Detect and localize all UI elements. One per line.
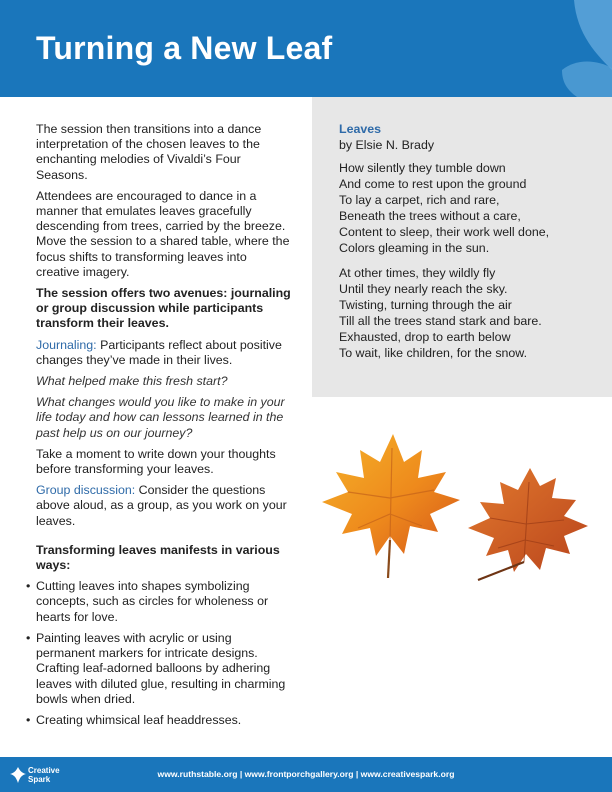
poem-line: Twisting, turning through the air (339, 298, 512, 312)
poem-line: Until they nearly reach the sky. (339, 282, 508, 296)
poem-title: Leaves (339, 122, 382, 136)
logo-line-1: Creative (28, 766, 60, 775)
autumn-leaves-image (318, 428, 598, 598)
ways-heading: Transforming leaves manifests in various ways: (36, 542, 280, 573)
intro-paragraph: The session then transitions into a dance interpretation of the chosen leaves to the enchanting melodies of Vivaldi’s Four Seasons. (36, 122, 262, 182)
poem-line: Colors gleaming in the sun. (339, 241, 490, 255)
list-item: • Painting leaves with acrylic or using permanent markers for intricate designs. Crafting leaf-adorned balloons by adhering leaves with diluted glue, resulting in charming bowls when dried. (4, 631, 292, 707)
poem-line: To wait, like children, for the snow. (339, 346, 528, 360)
journaling-text: Participants reflect about positive changes they’ve made in their lives. (36, 337, 282, 367)
dance-paragraph: Attendees are encouraged to dance in a manner that emulates leaves gracefully descending from trees, carried by the breeze. Move the session to a shared table, where the focus shifts to transforming leaves into creative imagery. (36, 188, 290, 279)
orange-maple-leaf-icon (322, 434, 460, 578)
footer-links[interactable]: www.ruthstable.org | www.frontporchgallery.org | www.creativespark.org (157, 769, 455, 779)
journaling-paragraph (36, 338, 292, 368)
poem-line: Till all the trees stand stark and bare. (339, 314, 542, 328)
spark-logo-icon (522, 0, 612, 97)
poem-box (312, 97, 612, 397)
poem-line: To lay a carpet, rich and rare, (339, 193, 500, 207)
poem-line: How silently they tumble down (339, 161, 506, 175)
group-text: Consider the questions above aloud, as a group, as you work on your leaves. (36, 483, 287, 528)
poem-line: And come to rest upon the ground (339, 177, 527, 191)
question-2: What changes would you like to make in your life today and how can lessons learned in the past help us on our journey? (36, 395, 285, 440)
poem-stanza-1 (339, 160, 588, 256)
poem-line: Exhausted, drop to earth below (339, 330, 511, 344)
list-item: • Creating whimsical leaf headdresses. (4, 713, 292, 728)
main-text-column (36, 122, 292, 734)
logo-line-2: Spark (28, 774, 51, 784)
group-paragraph (36, 483, 292, 529)
group-label: Group discussion: (36, 483, 136, 498)
header-banner (0, 0, 612, 97)
write-down-paragraph: Take a moment to write down your thoughts before transforming your leaves. (36, 446, 276, 477)
avenues-paragraph: The session offers two avenues: journaling or group discussion while participants transform their leaves. (36, 286, 291, 331)
journaling-label: Journaling: (36, 337, 97, 352)
poem-line: At other times, they wildly fly (339, 266, 496, 280)
red-maple-leaf-icon (468, 468, 588, 580)
page-title: Turning a New Leaf (36, 30, 333, 66)
poem-line: Beneath the trees without a care, (339, 209, 521, 223)
poem-line: Content to sleep, their work well done, (339, 225, 550, 239)
list-item: • Cutting leaves into shapes symbolizing concepts, such as circles for wholeness or hearts for love. (4, 579, 292, 625)
footer-bar (0, 757, 612, 792)
question-1: What helped make this fresh start? (36, 374, 228, 389)
ways-list (4, 579, 292, 728)
poem-stanza-2 (339, 265, 588, 361)
poem-author: by Elsie N. Brady (339, 138, 435, 152)
